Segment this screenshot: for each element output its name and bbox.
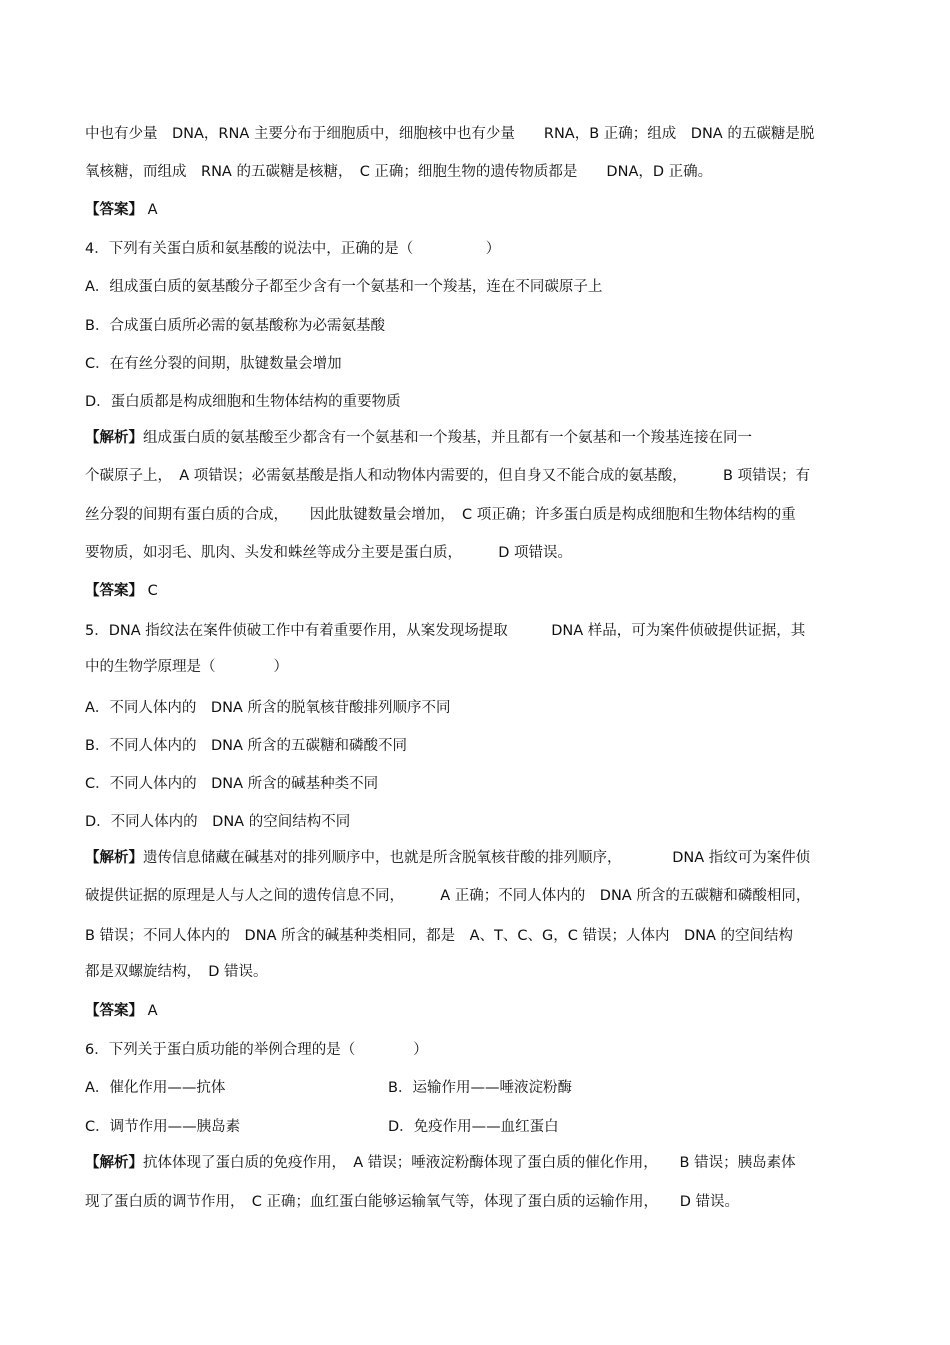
q5-option-c: C．不同人体内的 DNA 所含的碱基种类不同	[85, 776, 379, 792]
answer-label: 【答案】	[85, 1003, 143, 1019]
q6-option-d: D．免疫作用——血红蛋白	[388, 1119, 559, 1135]
answer-value: A	[147, 1003, 158, 1019]
q6-analysis-line-1	[85, 1153, 860, 1173]
answer-label: 【答案】	[85, 583, 143, 599]
analysis-label: 【解析】	[85, 1155, 143, 1171]
q4-analysis-line-4: 要物质，如羽毛、肌肉、头发和蛛丝等成分主要是蛋白质， D 项错误。	[85, 545, 573, 561]
analysis-label: 【解析】	[85, 430, 143, 446]
q5-answer	[85, 1001, 860, 1021]
q6-option-a: A．催化作用——抗体	[85, 1080, 226, 1096]
q5-analysis-line-1	[85, 848, 860, 868]
answer-value: C	[147, 583, 158, 599]
q5-option-b: B．不同人体内的 DNA 所含的五碳糖和磷酸不同	[85, 738, 407, 754]
q4-analysis-line-2: 个碳原子上， A 项错误；必需氨基酸是指人和动物体内需要的，但自身又不能合成的氨基酸， B 项错误；有	[85, 468, 811, 484]
q5-stem-line-2: 中的生物学原理是（ ）	[85, 659, 288, 675]
q3-analysis-line-2: 氧核糖，而组成 RNA 的五碳糖是核糖， C 正确；细胞生物的遗传物质都是 DNA，D 正确。	[85, 164, 713, 180]
q6-option-b: B．运输作用——唾液淀粉酶	[388, 1080, 572, 1096]
q5-analysis-line-4: 都是双螺旋结构， D 错误。	[85, 964, 268, 980]
q6-stem: 6．下列关于蛋白质功能的举例合理的是（ ）	[85, 1042, 428, 1058]
analysis-text: 抗体体现了蛋白质的免疫作用， A 错误；唾液淀粉酶体现了蛋白质的催化作用， B 错误；胰岛素体	[143, 1155, 796, 1171]
q6-analysis-line-2: 现了蛋白质的调节作用， C 正确；血红蛋白能够运输氧气等，体现了蛋白质的运输作用， D 错误。	[85, 1194, 740, 1210]
q4-analysis-line-1	[85, 428, 860, 448]
q4-option-c: C．在有丝分裂的间期，肽键数量会增加	[85, 356, 342, 372]
q6-option-c: C．调节作用——胰岛素	[85, 1119, 241, 1135]
q5-analysis-line-2: 破提供证据的原理是人与人之间的遗传信息不同， A 正确；不同人体内的 DNA 所含的五碳糖和磷酸相同，	[85, 888, 811, 904]
analysis-text: 遗传信息储藏在碱基对的排列顺序中，也就是所含脱氧核苷酸的排列顺序， DNA 指纹可为案件侦	[143, 850, 811, 866]
q4-answer	[85, 581, 860, 601]
q4-analysis-line-3: 丝分裂的间期有蛋白质的合成， 因此肽键数量会增加， C 项正确；许多蛋白质是构成细胞和生物体结构的重	[85, 507, 796, 523]
analysis-text: 组成蛋白质的氨基酸至少都含有一个氨基和一个羧基，并且都有一个氨基和一个羧基连接在同一	[143, 430, 752, 446]
q4-option-b: B．合成蛋白质所必需的氨基酸称为必需氨基酸	[85, 318, 385, 334]
q5-option-d: D．不同人体内的 DNA 的空间结构不同	[85, 814, 351, 830]
q6-options-row-1	[85, 1078, 860, 1098]
answer-value: A	[147, 202, 158, 218]
q5-option-a: A．不同人体内的 DNA 所含的脱氧核苷酸排列顺序不同	[85, 700, 451, 716]
analysis-label: 【解析】	[85, 850, 143, 866]
q5-stem-line-1: 5．DNA 指纹法在案件侦破工作中有着重要作用，从案发现场提取 DNA 样品，可为案件侦破提供证据，其	[85, 623, 806, 639]
q5-analysis-line-3: B 错误；不同人体内的 DNA 所含的碱基种类相同，都是 A、T、C、G，C 错误；人体内 DNA 的空间结构	[85, 928, 794, 944]
q3-analysis-line-1: 中也有少量 DNA，RNA 主要分布于细胞质中，细胞核中也有少量 RNA，B 正确；组成 DNA 的五碳糖是脱	[85, 126, 815, 142]
q4-option-d: D．蛋白质都是构成细胞和生物体结构的重要物质	[85, 394, 401, 410]
q3-answer	[85, 200, 860, 220]
q4-option-a: A．组成蛋白质的氨基酸分子都至少含有一个氨基和一个羧基，连在不同碳原子上	[85, 279, 603, 295]
answer-label: 【答案】	[85, 202, 143, 218]
q4-stem: 4．下列有关蛋白质和氨基酸的说法中，正确的是（ ）	[85, 241, 501, 257]
q6-options-row-2	[85, 1117, 860, 1137]
